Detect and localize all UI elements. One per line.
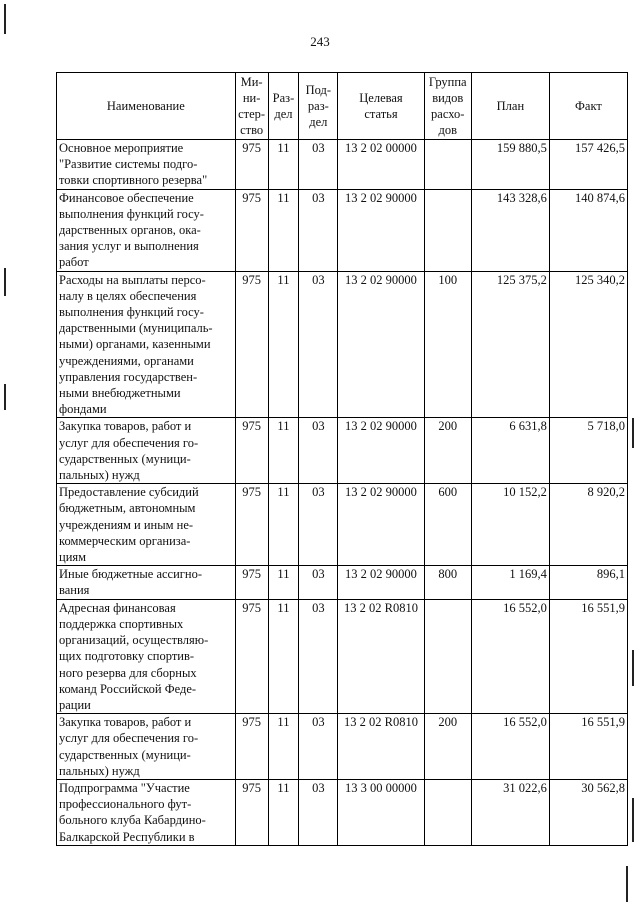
header-row bbox=[57, 73, 628, 140]
header-target: Целевая статья bbox=[338, 73, 424, 140]
row-section: 11 bbox=[268, 566, 299, 599]
row-name: Основное мероприятие "Развитие системы подго- товки спортивного резерва" bbox=[57, 140, 236, 190]
row-section: 11 bbox=[268, 484, 299, 566]
row-subsection: 03 bbox=[299, 599, 338, 713]
row-section: 11 bbox=[268, 418, 299, 484]
row-plan: 1 169,4 bbox=[471, 566, 549, 599]
row-fact: 896,1 bbox=[549, 566, 627, 599]
row-plan: 159 880,5 bbox=[471, 140, 549, 190]
row-ministry: 975 bbox=[235, 779, 268, 845]
row-ministry: 975 bbox=[235, 140, 268, 190]
row-section: 11 bbox=[268, 271, 299, 418]
row-target: 13 2 02 90000 bbox=[338, 271, 424, 418]
row-plan: 125 375,2 bbox=[471, 271, 549, 418]
row-name: Финансовое обеспечение выполнения функций госу- дарственных органов, ока- зания услуг и выполнения работ bbox=[57, 189, 236, 271]
row-target: 13 2 02 00000 bbox=[338, 140, 424, 190]
row-plan: 16 552,0 bbox=[471, 599, 549, 713]
row-group bbox=[424, 779, 471, 845]
header-fact: Факт bbox=[549, 73, 627, 140]
table-row bbox=[57, 271, 628, 418]
row-target: 13 3 00 00000 bbox=[338, 779, 424, 845]
row-subsection: 03 bbox=[299, 418, 338, 484]
row-plan: 31 022,6 bbox=[471, 779, 549, 845]
scan-edge-mark bbox=[632, 418, 634, 448]
row-subsection: 03 bbox=[299, 271, 338, 418]
row-target: 13 2 02 R0810 bbox=[338, 714, 424, 780]
header-ministry: Ми- ни- стер- ство bbox=[235, 73, 268, 140]
scan-edge-mark bbox=[4, 268, 6, 296]
row-name: Иные бюджетные ассигно- вания bbox=[57, 566, 236, 599]
row-group bbox=[424, 140, 471, 190]
scan-edge-mark bbox=[632, 798, 634, 842]
table-row bbox=[57, 418, 628, 484]
row-fact: 157 426,5 bbox=[549, 140, 627, 190]
row-section: 11 bbox=[268, 714, 299, 780]
row-section: 11 bbox=[268, 599, 299, 713]
row-name: Адресная финансовая поддержка спортивных организаций, осуществляю- щих подготовку спортив- ного резерва для сборных команд Российской Феде- рации bbox=[57, 599, 236, 713]
row-section: 11 bbox=[268, 140, 299, 190]
table-row bbox=[57, 714, 628, 780]
row-plan: 6 631,8 bbox=[471, 418, 549, 484]
row-ministry: 975 bbox=[235, 599, 268, 713]
row-fact: 16 551,9 bbox=[549, 599, 627, 713]
row-fact: 125 340,2 bbox=[549, 271, 627, 418]
row-ministry: 975 bbox=[235, 566, 268, 599]
row-fact: 30 562,8 bbox=[549, 779, 627, 845]
header-subsection: Под- раз- дел bbox=[299, 73, 338, 140]
row-ministry: 975 bbox=[235, 418, 268, 484]
row-group bbox=[424, 599, 471, 713]
row-subsection: 03 bbox=[299, 140, 338, 190]
budget-table bbox=[56, 72, 628, 846]
row-fact: 16 551,9 bbox=[549, 714, 627, 780]
row-subsection: 03 bbox=[299, 714, 338, 780]
row-name: Подпрограмма "Участие профессионального фут- больного клуба Кабардино- Балкарской Республики в bbox=[57, 779, 236, 845]
table-row bbox=[57, 599, 628, 713]
row-plan: 143 328,6 bbox=[471, 189, 549, 271]
row-group: 600 bbox=[424, 484, 471, 566]
row-subsection: 03 bbox=[299, 779, 338, 845]
row-group bbox=[424, 189, 471, 271]
table-row bbox=[57, 779, 628, 845]
row-target: 13 2 02 90000 bbox=[338, 418, 424, 484]
header-group: Группа видов расхо- дов bbox=[424, 73, 471, 140]
row-group: 200 bbox=[424, 418, 471, 484]
row-target: 13 2 02 90000 bbox=[338, 566, 424, 599]
row-plan: 10 152,2 bbox=[471, 484, 549, 566]
row-target: 13 2 02 90000 bbox=[338, 189, 424, 271]
row-ministry: 975 bbox=[235, 271, 268, 418]
row-name: Закупка товаров, работ и услуг для обеспечения го- сударственных (муници- пальных) нужд bbox=[57, 714, 236, 780]
row-group: 100 bbox=[424, 271, 471, 418]
table-row bbox=[57, 189, 628, 271]
row-target: 13 2 02 R0810 bbox=[338, 599, 424, 713]
row-subsection: 03 bbox=[299, 484, 338, 566]
row-subsection: 03 bbox=[299, 189, 338, 271]
header-name: Наименование bbox=[57, 73, 236, 140]
row-target: 13 2 02 90000 bbox=[338, 484, 424, 566]
table-row bbox=[57, 140, 628, 190]
table-row bbox=[57, 484, 628, 566]
row-group: 200 bbox=[424, 714, 471, 780]
header-plan: План bbox=[471, 73, 549, 140]
row-plan: 16 552,0 bbox=[471, 714, 549, 780]
row-section: 11 bbox=[268, 189, 299, 271]
header-section: Раз- дел bbox=[268, 73, 299, 140]
row-section: 11 bbox=[268, 779, 299, 845]
row-fact: 5 718,0 bbox=[549, 418, 627, 484]
row-name: Расходы на выплаты персо- налу в целях обеспечения выполнения функций госу- дарственными (муниципаль- ными) органами, казенными учреждениями, органами управления государствен- ными внебюджетными фондами bbox=[57, 271, 236, 418]
row-fact: 8 920,2 bbox=[549, 484, 627, 566]
row-group: 800 bbox=[424, 566, 471, 599]
page-number: 243 bbox=[310, 34, 330, 49]
scan-edge-mark bbox=[4, 4, 6, 34]
row-fact: 140 874,6 bbox=[549, 189, 627, 271]
row-ministry: 975 bbox=[235, 189, 268, 271]
table-row bbox=[57, 566, 628, 599]
scan-edge-mark bbox=[4, 384, 6, 410]
scan-edge-mark bbox=[632, 650, 634, 686]
row-name: Предоставление субсидий бюджетным, автономным учреждениям и иным не- коммерческим организа- циям bbox=[57, 484, 236, 566]
row-name: Закупка товаров, работ и услуг для обеспечения го- сударственных (муници- пальных) нужд bbox=[57, 418, 236, 484]
scan-edge-mark bbox=[626, 866, 628, 902]
row-ministry: 975 bbox=[235, 484, 268, 566]
row-ministry: 975 bbox=[235, 714, 268, 780]
row-subsection: 03 bbox=[299, 566, 338, 599]
